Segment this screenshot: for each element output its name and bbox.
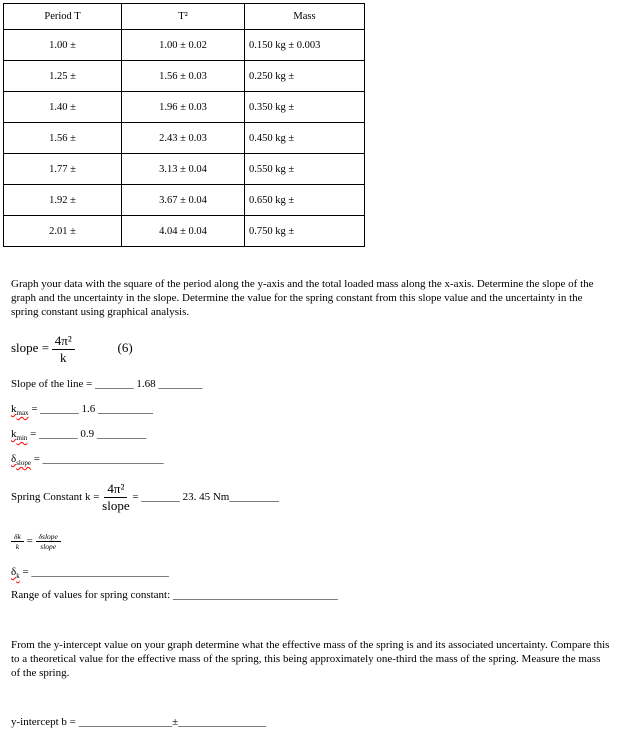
dslope-field [11, 453, 164, 467]
dk-value: = _________________________ [19, 566, 169, 578]
period-cell: 1.40 ± [4, 92, 122, 123]
slope-label: Slope of the line = [11, 378, 96, 390]
ratio-d2: slope [40, 542, 57, 551]
mass-cell: 0.450 kg ± [245, 123, 365, 154]
dk-field [11, 566, 169, 580]
mass-cell: 0.250 kg ± [245, 61, 365, 92]
ratio-n2: δslope [36, 532, 61, 542]
slope-line-field [11, 378, 202, 390]
kmax-k: k [11, 403, 17, 415]
period-cell: 1.92 ± [4, 185, 122, 216]
kmax-field [11, 403, 153, 417]
t-squared-cell: 4.04 ± 0.04 [122, 216, 245, 247]
mass-cell: 0.650 kg ± [245, 185, 365, 216]
kmin-sub: min [16, 434, 28, 443]
ratio-equation [11, 532, 61, 551]
eq-lhs: slope = [11, 340, 50, 356]
dk-sub: k [16, 572, 20, 581]
table-row [4, 185, 365, 216]
t-squared-cell: 2.43 ± 0.03 [122, 123, 245, 154]
period-cell: 2.01 ± [4, 216, 122, 247]
slope-value: _______ 1.68 ________ [95, 378, 203, 390]
ratio-n1: δk [11, 532, 24, 542]
ratio-d1: k [15, 542, 20, 551]
equation-6 [11, 333, 133, 366]
data-table [3, 3, 365, 247]
dslope-sub: slope [16, 459, 31, 468]
t-squared-cell: 3.67 ± 0.04 [122, 185, 245, 216]
range-field: Range of values for spring constant: ______________________________ [11, 589, 338, 601]
kmax-sub: max [16, 409, 29, 418]
intercept-instructions: From the y-intercept value on your graph determine what the effective mass of the spring is and its associated uncertainty. Compare this to a theoretical value for the effective mass of the spring, this being approximately one-third the mass of the spring. Measure the mass of the spring. [11, 639, 610, 679]
header-mass: Mass [245, 4, 365, 30]
eq-label: (6) [117, 340, 133, 356]
period-cell: 1.77 ± [4, 154, 122, 185]
spring-numerator: 4π² [104, 481, 127, 498]
mass-cell: 0.550 kg ± [245, 154, 365, 185]
spring-value: = _______ 23. 45 Nm_________ [132, 491, 279, 504]
t-squared-cell: 1.96 ± 0.03 [122, 92, 245, 123]
table-row [4, 61, 365, 92]
kmin-k: k [11, 428, 17, 440]
t-squared-cell: 1.00 ± 0.02 [122, 30, 245, 61]
eq-denominator: k [60, 350, 67, 365]
mass-cell: 0.350 kg ± [245, 92, 365, 123]
eq-numerator: 4π² [52, 333, 75, 350]
table-row [4, 30, 365, 61]
mass-cell: 0.750 kg ± [245, 216, 365, 247]
mass-cell: 0.150 kg ± 0.003 [245, 30, 365, 61]
kmin-value: = _______ 0.9 _________ [27, 428, 147, 440]
kmin-field [11, 428, 146, 442]
header-period: Period T [4, 4, 122, 30]
spring-constant-field [11, 481, 279, 514]
period-cell: 1.25 ± [4, 61, 122, 92]
dslope-delta: δ [11, 453, 17, 465]
t-squared-cell: 3.13 ± 0.04 [122, 154, 245, 185]
period-cell: 1.56 ± [4, 123, 122, 154]
dslope-value: = ______________________ [30, 453, 164, 465]
header-t-squared: T² [122, 4, 245, 30]
table-row [4, 92, 365, 123]
t-squared-cell: 1.56 ± 0.03 [122, 61, 245, 92]
period-cell: 1.00 ± [4, 30, 122, 61]
table-header-row [4, 4, 365, 30]
spring-label: Spring Constant k = [11, 491, 100, 504]
graph-instructions: Graph your data with the square of the period along the y-axis and the total loaded mass along the x-axis. Determine the slope of the graph and the uncertainty in the slope. Determine the value for the spring constant from this slope value and the uncertainty in the spring constant using graphical analysis. [11, 278, 594, 318]
table-row [4, 154, 365, 185]
table-row [4, 123, 365, 154]
ratio-equals: = [26, 535, 33, 548]
kmax-value: = _______ 1.6 __________ [28, 403, 154, 415]
spring-denominator: slope [102, 498, 130, 513]
y-intercept-field: y-intercept b = _________________±________________ [11, 716, 267, 728]
table-row [4, 216, 365, 247]
dk-delta: δ [11, 566, 17, 578]
